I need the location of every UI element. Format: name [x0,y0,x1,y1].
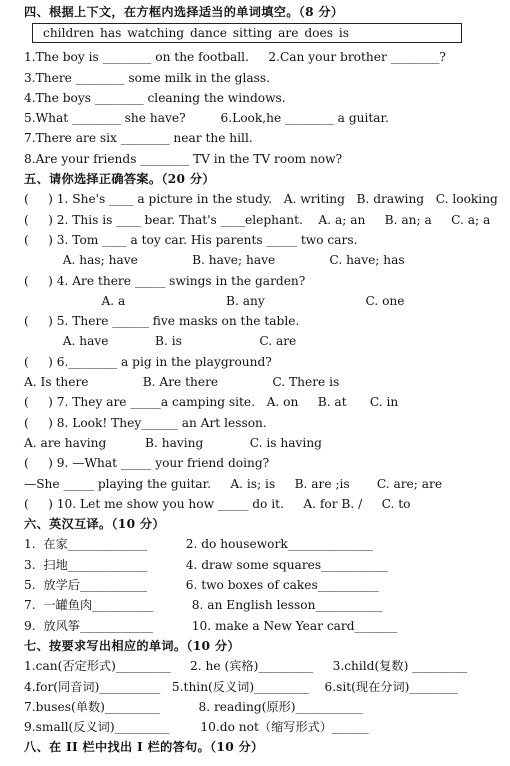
question-line: 3.There ________ some milk in the glass. [24,70,271,85]
question-line: A. Is there B. Are there C. There is [24,375,340,390]
question-line: 4.for(同音词)__________ 5.thin(反义词)_________ 6.sit(现在分词)________ [24,679,459,694]
section-s8 [24,737,510,757]
section-s6 [24,514,510,636]
question-line: 3. 扫地_____________ 4. draw some squares___________ [24,557,389,572]
question-line: 9.small(反义词)_________ 10.do not（缩写形式）______ [24,720,369,735]
section-s5 [24,169,510,514]
section-s7 [24,636,510,737]
question-line: ( ) 4. Are there _____ swings in the garden? [24,273,306,288]
section-heading: 四、根据上下文，在方框内选择适当的单词填空。（8 分） [24,5,344,19]
question-line: 1.The boy is ________ on the football. 2.Can your brother ________? [24,50,446,65]
question-line: 1.can(否定形式)_________ 2. he (宾格)_________ 3.child(复数) _________ [24,659,468,674]
section-heading: 七、按要求写出相应的单词。（10 分） [24,638,240,653]
question-line: ( ) 6.________ a pig in the playground? [24,354,272,369]
question-line: 4.The boys ________ cleaning the windows. [24,90,286,105]
section-s4 [24,2,510,169]
question-line: ( ) 7. They are _____a camping site. A. on B. at C. in [24,395,399,410]
question-line: ( ) 3. Tom ____ a toy car. His parents _____ two cars. [24,232,358,247]
question-line: ( ) 10. Let me show you how _____ do it. A. for B. / C. to [24,496,411,511]
question-line: 5.What ________ she have? 6.Look,he ________ a guitar. [24,111,389,126]
question-line: ( ) 5. There ______ five masks on the table. [24,314,300,329]
question-line: 5. 放学后___________ 6. two boxes of cakes__________ [24,578,379,593]
question-line: 8.Are your friends ________ TV in the TV room now? [24,151,343,166]
question-line: ( ) 2. This is ____ bear. That's ____elephant. A. a; an B. an; a C. a; a [24,212,491,227]
question-line: —She _____ playing the guitar. A. is; is B. are ;is C. are; are [24,476,443,491]
question-line: ( ) 1. She's ____ a picture in the study. A. writing B. drawing C. looking [24,192,498,207]
question-line: A. a B. any C. one [24,293,405,308]
question-line: 1. 在家_____________ 2. do housework______________ [24,537,374,552]
section-heading: 六、英汉互译。（10 分） [24,517,165,532]
section-heading: 八、在 II 栏中找出 I 栏的答句。（10 分） [24,740,264,755]
question-line: ( ) 8. Look! They______ an Art lesson. [24,415,267,430]
question-line: 9. 放风筝____________ 10. make a New Year card_______ [24,618,398,633]
question-line: 7.buses(单数)_________ 8. reading(原形)___________ [24,699,363,714]
question-line: 7. 一罐鱼肉__________ 8. an English lesson___________ [24,598,383,613]
question-line: 7.There are six ________ near the hill. [24,131,253,146]
section-heading: 五、请你选择正确答案。（20 分） [24,172,215,187]
question-line: A. has; have B. have; have C. have; has [24,253,405,268]
question-line: A. are having B. having C. is having [24,435,322,450]
question-line: A. have B. is C. are [24,334,297,349]
question-line: ( ) 9. —What _____ your friend doing? [24,456,270,471]
word-box: children has watching dance sitting are does is [32,23,462,43]
